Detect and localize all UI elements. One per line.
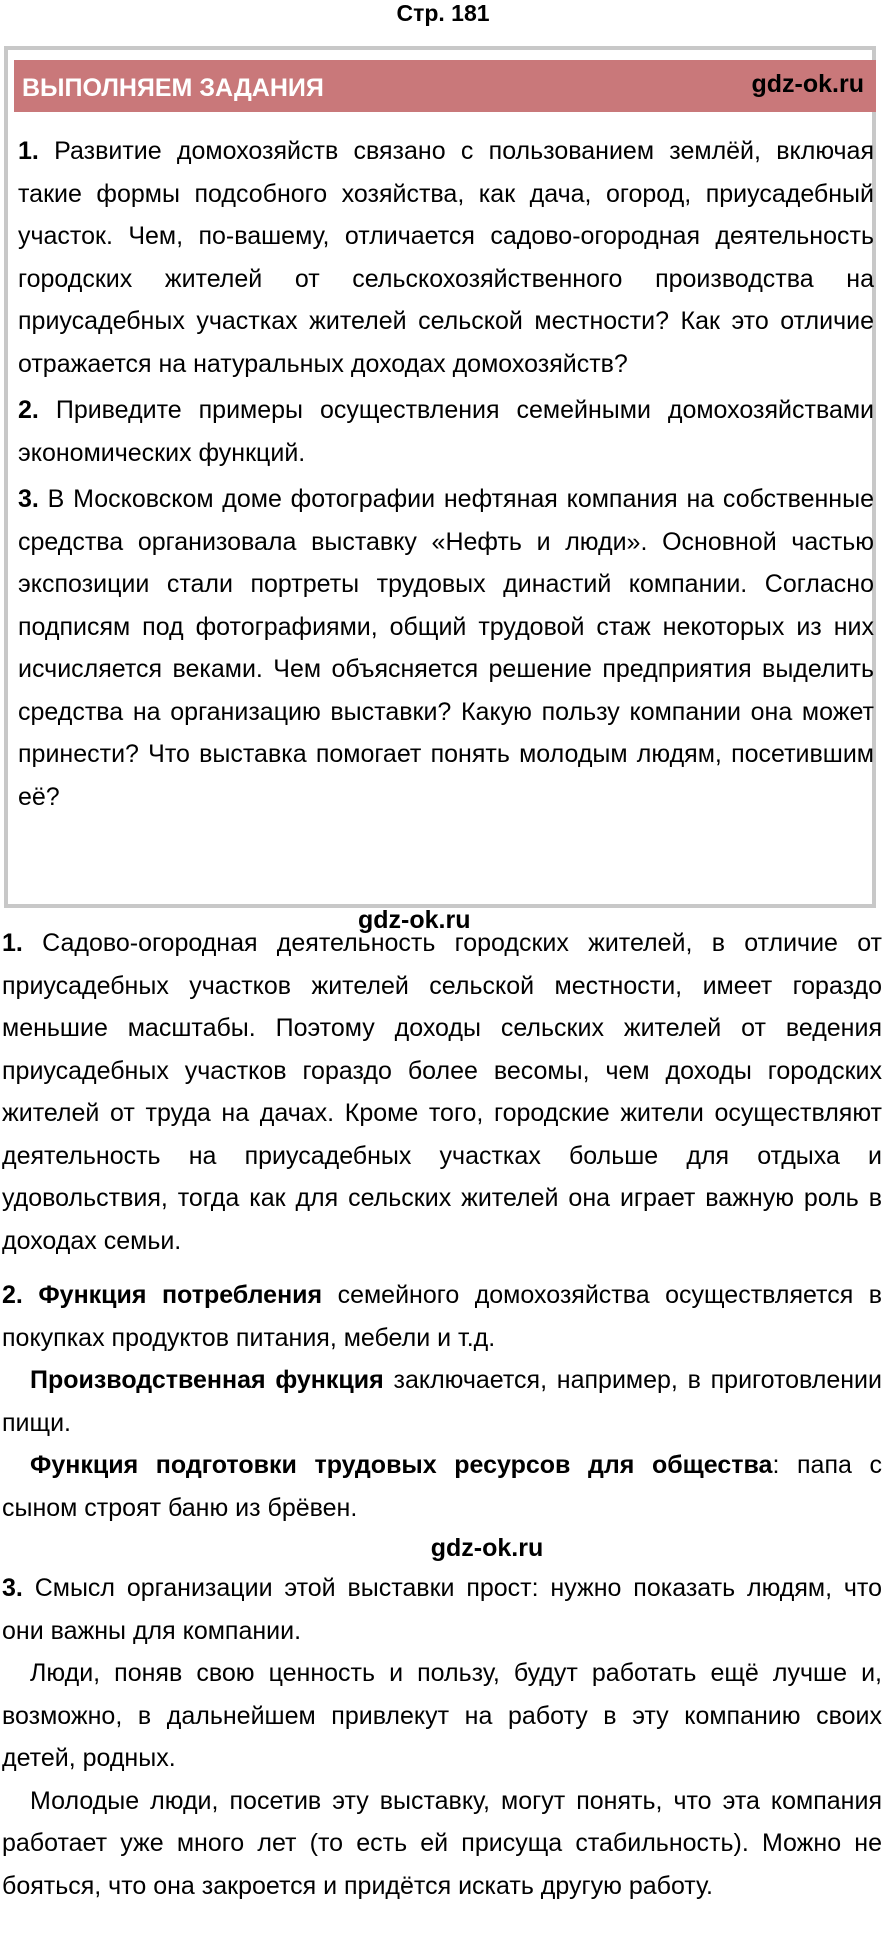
tasks-header-title: ВЫПОЛНЯЕМ ЗАДАНИЯ <box>22 74 324 102</box>
task-text: Развитие домохозяйств связано с пользованием землёй, включая такие формы подсобного хозяйства, как дача, огород, приусадебный участок. Чем, по-вашему, отличается садово-огородная деятельность городских жителей от сельскохозяйственного производства на приусадебных участках жителей сельской местности? Как это отличие отражается на натуральных доходах домохозяйств? <box>18 137 874 378</box>
task-number: 3. <box>18 485 39 513</box>
tasks-header-site-watermark: gdz-ok.ru <box>751 70 864 98</box>
answer-2-paragraph-1 <box>2 1274 882 1359</box>
answers-watermark: gdz-ok.ru <box>430 1534 544 1562</box>
tasks-box <box>4 46 876 934</box>
task-number: 1. <box>18 137 39 165</box>
answer-number: 3. <box>2 1574 23 1602</box>
spacer <box>2 1262 882 1274</box>
task-item-2 <box>18 389 874 474</box>
task-number: 2. <box>18 396 39 424</box>
answer-term: Функция подготовки трудовых ресурсов для общества <box>30 1451 773 1479</box>
answer-term: Функция потребления <box>38 1281 323 1309</box>
task-text: В Московском доме фотографии нефтяная компания на собственные средства организовала выставку «Нефть и люди». Основной частью экспозиции стали портреты трудовых династий компании. Согласно подписям под фотографиями, общий трудовой стаж некоторых из них исчисляется веками. Чем объясняется решение предприятия выделить средства на организацию выставки? Какую пользу компании она может принести? Что выставка помогает понять молодым людям, посетившим её? <box>18 485 874 811</box>
answer-3-paragraph-1 <box>2 1567 882 1652</box>
answer-2-paragraph-2 <box>2 1359 882 1444</box>
task-list <box>18 130 874 822</box>
answer-1 <box>2 922 882 1262</box>
answer-text: семейного домохозяйства осуществляется в покупках продуктов питания, мебели и т.д. <box>2 1281 883 1352</box>
answer-text: Смысл организации этой выставки прост: нужно показать людям, что они важны для компании. <box>2 1574 882 1645</box>
task-item-3 <box>18 478 874 818</box>
answers-section <box>2 922 882 1907</box>
tasks-watermark: gdz-ok.ru <box>358 906 471 934</box>
page-title: Стр. 181 <box>396 0 490 26</box>
answer-text: Садово-огородная деятельность городских жителей, в отличие от приусадебных участков жителей сельской местности, имеет гораздо меньшие масштабы. Поэтому доходы сельских жителей от ведения приусадебных участков гораздо более весомы, чем доходы городских жителей от труда на дачах. Кроме того, городские жители осуществляют деятельность на приусадебных участках больше для отдыха и удовольствия, тогда как для сельских жителей она играет важную роль в доходах семьи. <box>2 929 883 1255</box>
answer-text: заключается, например, в приготовлении пищи. <box>2 1366 882 1437</box>
answer-term: Производственная функция <box>30 1366 384 1394</box>
answer-2-paragraph-3 <box>2 1444 882 1529</box>
answer-number: 2. <box>2 1281 23 1309</box>
task-item-1 <box>18 130 874 385</box>
answer-number: 1. <box>2 929 23 957</box>
answer-3-paragraph-2: Люди, поняв свою ценность и пользу, будут работать ещё лучше и, возможно, в дальнейшем привлекут на работу в эту компанию своих детей, родных. <box>2 1659 882 1772</box>
tasks-header-bar <box>14 60 876 112</box>
task-text: Приведите примеры осуществления семейными домохозяйствами экономических функций. <box>18 396 874 467</box>
answer-text: : папа с сыном строят баню из брёвен. <box>2 1451 882 1522</box>
answer-3-paragraph-3: Молодые люди, посетив эту выставку, могут понять, что эта компания работает уже много лет (то есть ей присуща стабильность). Можно не бояться, что она закроется и придётся искать другую работу. <box>2 1786 882 1900</box>
